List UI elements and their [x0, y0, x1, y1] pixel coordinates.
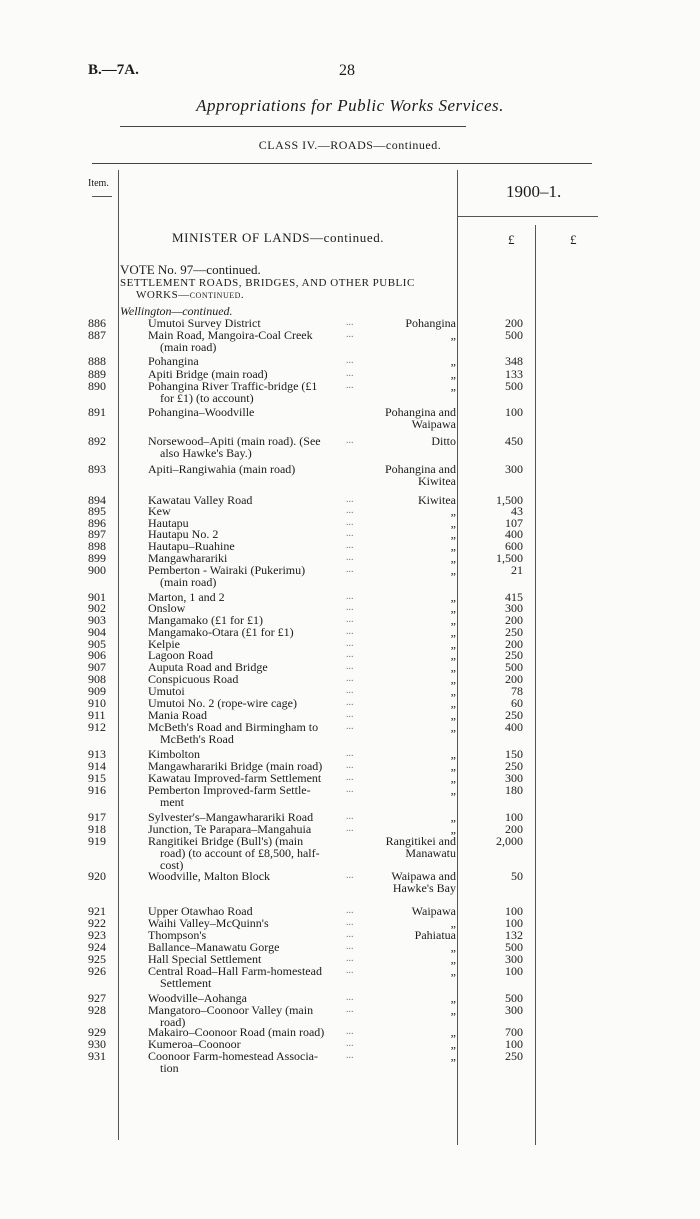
leader-dots: ... [346, 1026, 354, 1037]
item-description-continued: (main road) [160, 575, 217, 589]
item-description: Onslow [148, 601, 186, 615]
amount: 300 [505, 952, 523, 966]
item-number: 887 [88, 328, 106, 342]
amount: 133 [505, 367, 523, 381]
electoral-district: „ [450, 1049, 456, 1063]
item-description: Auputa Road and Bridge [148, 660, 268, 674]
item-description: Hautapu–Ruahine [148, 539, 235, 553]
amount: 107 [505, 516, 523, 530]
leader-dots: ... [346, 494, 354, 505]
item-description: Hautapu [148, 516, 189, 530]
item-description: Rangitikei Bridge (Bull's) (main [148, 834, 304, 848]
amount: 400 [505, 720, 523, 734]
leader-dots: ... [346, 626, 354, 637]
electoral-district: „ [450, 1025, 456, 1039]
item-description: Mangamako-Otara (£1 for £1) [148, 625, 294, 639]
item-description: Mangamako (£1 for £1) [148, 613, 263, 627]
item-number: 890 [88, 379, 106, 393]
electoral-district: „ [450, 516, 456, 530]
item-number: 899 [88, 551, 106, 565]
item-number: 924 [88, 940, 106, 954]
amount: 100 [505, 964, 523, 978]
item-number: 888 [88, 354, 106, 368]
leader-dots: ... [346, 685, 354, 696]
item-description: McBeth's Road and Birmingham to [148, 720, 319, 734]
item-description: Woodville–Aohanga [148, 991, 248, 1005]
electoral-district: „ [450, 648, 456, 662]
item-number: 908 [88, 672, 106, 686]
electoral-district: „ [450, 747, 456, 761]
electoral-district: „ [450, 684, 456, 698]
electoral-district: „ [450, 822, 456, 836]
leader-dots: ... [346, 517, 354, 528]
item-number: 896 [88, 516, 106, 530]
item-number: 905 [88, 637, 106, 651]
item-number: 916 [88, 783, 106, 797]
leader-dots: ... [346, 965, 354, 976]
leader-dots: ... [346, 355, 354, 366]
item-number: 927 [88, 991, 106, 1005]
item-number: 901 [88, 590, 106, 604]
amount: 250 [505, 1049, 523, 1063]
leader-dots: ... [346, 602, 354, 613]
item-description: Mangatoro–Coonoor Valley (main [148, 1003, 314, 1017]
leader-dots: ... [346, 697, 354, 708]
leader-dots: ... [346, 505, 354, 516]
item-number: 903 [88, 613, 106, 627]
amount: 60 [511, 696, 523, 710]
amount: 150 [505, 747, 523, 761]
amount: 132 [505, 928, 523, 942]
electoral-district: „ [450, 660, 456, 674]
leader-dots: ... [346, 368, 354, 379]
amount: 700 [505, 1025, 523, 1039]
leader-dots: ... [346, 1004, 354, 1015]
item-description: Pemberton Improved-farm Settle- [148, 783, 311, 797]
appropriations-table [88, 170, 618, 1160]
amount: 600 [505, 539, 523, 553]
item-number: 913 [88, 747, 106, 761]
electoral-district-continued: Waipawa [411, 417, 456, 431]
amount: 500 [505, 660, 523, 674]
item-description: Upper Otawhao Road [148, 904, 253, 918]
item-number: 891 [88, 405, 106, 419]
item-number: 907 [88, 660, 106, 674]
electoral-district: „ [450, 991, 456, 1005]
amount: 180 [505, 783, 523, 797]
item-description: Ballance–Manawatu Gorge [148, 940, 280, 954]
leader-dots: ... [346, 709, 354, 720]
item-description: Kumeroa–Coonoor [148, 1037, 241, 1051]
item-number: 928 [88, 1003, 106, 1017]
amount: 1,500 [496, 551, 523, 565]
item-description: Apiti Bridge (main road) [148, 367, 268, 381]
item-description: Mania Road [148, 708, 207, 722]
item-number: 909 [88, 684, 106, 698]
item-number: 902 [88, 601, 106, 615]
item-number: 911 [88, 708, 106, 722]
amount: 100 [505, 810, 523, 824]
amount: 300 [505, 462, 523, 476]
amount: 100 [505, 904, 523, 918]
amount: 500 [505, 940, 523, 954]
leader-dots: ... [346, 823, 354, 834]
region-heading: Wellington—continued. [120, 304, 233, 318]
amount: 2,000 [496, 834, 523, 848]
item-number: 915 [88, 771, 106, 785]
item-description: Waihi Valley–McQuinn's [148, 916, 269, 930]
item-description: Kimbolton [148, 747, 201, 761]
item-description: Umutoi Survey District [148, 316, 261, 330]
table-top-rule [92, 163, 592, 164]
item-number: 923 [88, 928, 106, 942]
amount: 100 [505, 916, 523, 930]
leader-dots: ... [346, 772, 354, 783]
item-description: Norsewood–Apiti (main road). (See [148, 434, 321, 448]
document-reference: B.—7A. [88, 62, 139, 78]
electoral-district: „ [450, 328, 456, 342]
leader-dots: ... [346, 929, 354, 940]
item-description: Pohangina River Traffic-bridge (£1 [148, 379, 318, 393]
item-description: Conspicuous Road [148, 672, 239, 686]
leader-dots: ... [346, 1050, 354, 1061]
leader-dots: ... [346, 564, 354, 575]
leader-dots: ... [346, 941, 354, 952]
amount: 300 [505, 1003, 523, 1017]
electoral-district: „ [450, 590, 456, 604]
leader-dots: ... [346, 649, 354, 660]
electoral-district: „ [450, 563, 456, 577]
item-number: 914 [88, 759, 106, 773]
electoral-district: „ [450, 601, 456, 615]
title-rule [120, 126, 466, 127]
amount: 450 [505, 434, 523, 448]
leader-dots: ... [346, 953, 354, 964]
electoral-district-continued: Kiwitea [418, 474, 456, 488]
item-description-continued: tion [160, 1061, 179, 1075]
amount: 348 [505, 354, 523, 368]
leader-dots: ... [346, 528, 354, 539]
item-number: 900 [88, 563, 106, 577]
item-description: Marton, 1 and 2 [148, 590, 225, 604]
amount: 300 [505, 601, 523, 615]
item-description: Thompson's [148, 928, 207, 942]
leader-dots: ... [346, 673, 354, 684]
item-column-header: Item. [88, 178, 109, 189]
electoral-district-continued: Manawatu [405, 846, 456, 860]
item-number: 904 [88, 625, 106, 639]
item-description: Main Road, Mangoira-Coal Creek [148, 328, 313, 342]
item-description: Kew [148, 504, 171, 518]
electoral-district: Pohangina [405, 316, 456, 330]
item-description: Pemberton - Wairaki (Pukerimu) [148, 563, 306, 577]
item-description: Kawatau Improved-farm Settlement [148, 771, 322, 785]
electoral-district: Kiwitea [418, 493, 456, 507]
item-number: 925 [88, 952, 106, 966]
leader-dots: ... [346, 591, 354, 602]
electoral-district: Pohangina and [385, 405, 456, 419]
leader-dots: ... [346, 661, 354, 672]
vote-heading: VOTE No. 97—continued. [120, 262, 261, 277]
item-description: Junction, Te Parapara–Mangahuia [148, 822, 312, 836]
electoral-district: „ [450, 964, 456, 978]
item-number: 921 [88, 904, 106, 918]
item-number: 898 [88, 539, 106, 553]
item-description: Umutoi No. 2 (rope-wire cage) [148, 696, 297, 710]
item-number: 910 [88, 696, 106, 710]
electoral-district: „ [450, 672, 456, 686]
leader-dots: ... [346, 760, 354, 771]
item-number: 893 [88, 462, 106, 476]
leader-dots: ... [346, 552, 354, 563]
amount: 415 [505, 590, 523, 604]
minister-heading: MINISTER OF LANDS—continued. [172, 230, 385, 245]
page-title: Appropriations for Public Works Services. [196, 96, 504, 115]
item-description: Mangawharariki [148, 551, 228, 565]
item-number: 922 [88, 916, 106, 930]
item-description: Sylvester's–Mangawharariki Road [148, 810, 314, 824]
item-description-continued: ment [160, 795, 184, 809]
electoral-district: Ditto [431, 434, 456, 448]
item-header-rule [92, 196, 112, 197]
leader-dots: ... [346, 435, 354, 446]
item-number: 919 [88, 834, 106, 848]
electoral-district: „ [450, 696, 456, 710]
electoral-district: „ [450, 720, 456, 734]
item-number: 926 [88, 964, 106, 978]
item-description: Pohangina [148, 354, 199, 368]
item-number: 906 [88, 648, 106, 662]
subhead-line-1: SETTLEMENT ROADS, BRIDGES, AND OTHER PUBLIC [120, 277, 415, 289]
currency-header-2: £ [570, 232, 577, 247]
leader-dots: ... [346, 905, 354, 916]
electoral-district: „ [450, 783, 456, 797]
amount: 1,500 [496, 493, 523, 507]
item-description: Pohangina–Woodville [148, 405, 255, 419]
currency-header-1: £ [508, 232, 515, 247]
amount: 200 [505, 613, 523, 627]
electoral-district: Waipawa and [391, 869, 456, 883]
item-description: Woodville, Malton Block [148, 869, 271, 883]
item-description: Hautapu No. 2 [148, 527, 219, 541]
item-description: Kawatau Valley Road [148, 493, 253, 507]
item-description-continued: McBeth's Road [160, 732, 234, 746]
page-number: 28 [339, 62, 355, 79]
leader-dots: ... [346, 784, 354, 795]
amount: 500 [505, 328, 523, 342]
item-description: Hall Special Settlement [148, 952, 262, 966]
leader-dots: ... [346, 540, 354, 551]
year-header-rule [458, 216, 598, 217]
item-description-continued-2: cost) [160, 858, 184, 872]
electoral-district: „ [450, 810, 456, 824]
electoral-district: „ [450, 504, 456, 518]
class-heading: CLASS IV.—ROADS—continued. [258, 138, 442, 152]
leader-dots: ... [346, 329, 354, 340]
electoral-district: Pohangina and [385, 462, 456, 476]
item-description: Central Road–Hall Farm-homestead [148, 964, 322, 978]
item-description-continued: for £1) (to account) [160, 391, 254, 405]
item-number: 897 [88, 527, 106, 541]
electoral-district: Pahiatua [414, 928, 456, 942]
electoral-district-continued: Hawke's Bay [392, 881, 456, 895]
leader-dots: ... [346, 380, 354, 391]
amount: 50 [511, 869, 523, 883]
item-description-continued: Settlement [160, 976, 212, 990]
electoral-district: „ [450, 527, 456, 541]
year-column-header: 1900–1. [506, 182, 562, 201]
electoral-district: „ [450, 940, 456, 954]
electoral-district: „ [450, 539, 456, 553]
item-number: 918 [88, 822, 106, 836]
amount: 500 [505, 379, 523, 393]
electoral-district: „ [450, 759, 456, 773]
amount: 300 [505, 771, 523, 785]
amount: 250 [505, 759, 523, 773]
electoral-district: „ [450, 1003, 456, 1017]
leader-dots: ... [346, 317, 354, 328]
amount: 400 [505, 527, 523, 541]
second-amount-divider [535, 225, 536, 1145]
leader-dots: ... [346, 870, 354, 881]
item-number: 930 [88, 1037, 106, 1051]
amount: 100 [505, 1037, 523, 1051]
leader-dots: ... [346, 721, 354, 732]
amount: 250 [505, 708, 523, 722]
electoral-district: „ [450, 1037, 456, 1051]
item-description-continued: road) [160, 1015, 186, 1029]
item-description: Apiti–Rangiwahia (main road) [148, 462, 296, 476]
leader-dots: ... [346, 638, 354, 649]
electoral-district: Waipawa [411, 904, 456, 918]
item-description: Lagoon Road [148, 648, 213, 662]
electoral-district: „ [450, 379, 456, 393]
electoral-district: „ [450, 551, 456, 565]
item-number: 892 [88, 434, 106, 448]
item-description: Makairo–Coonoor Road (main road) [148, 1025, 325, 1039]
item-column-divider [118, 170, 119, 1140]
leader-dots: ... [346, 917, 354, 928]
amount: 500 [505, 991, 523, 1005]
item-description: Kelpie [148, 637, 180, 651]
item-description-continued: (main road) [160, 340, 217, 354]
leader-dots: ... [346, 748, 354, 759]
leader-dots: ... [346, 992, 354, 1003]
subhead-line-2: WORKS—continued. [136, 289, 245, 301]
electoral-district: „ [450, 916, 456, 930]
electoral-district: „ [450, 637, 456, 651]
amount: 200 [505, 672, 523, 686]
amount-column-divider [457, 170, 458, 1145]
leader-dots: ... [346, 811, 354, 822]
item-number: 929 [88, 1025, 106, 1039]
item-description: Coonoor Farm-homestead Associa- [148, 1049, 318, 1063]
item-number: 931 [88, 1049, 106, 1063]
item-number: 886 [88, 316, 106, 330]
item-description: Mangawharariki Bridge (main road) [148, 759, 323, 773]
amount: 43 [511, 504, 523, 518]
amount: 250 [505, 625, 523, 639]
electoral-district: „ [450, 708, 456, 722]
amount: 250 [505, 648, 523, 662]
amount: 78 [511, 684, 523, 698]
leader-dots: ... [346, 1038, 354, 1049]
amount: 200 [505, 316, 523, 330]
amount: 200 [505, 822, 523, 836]
electoral-district: „ [450, 354, 456, 368]
amount: 200 [505, 637, 523, 651]
item-number: 894 [88, 493, 106, 507]
electoral-district: „ [450, 952, 456, 966]
item-description: Umutoi [148, 684, 185, 698]
item-number: 912 [88, 720, 106, 734]
item-number: 895 [88, 504, 106, 518]
electoral-district: „ [450, 771, 456, 785]
item-number: 889 [88, 367, 106, 381]
amount: 21 [511, 563, 523, 577]
item-number: 920 [88, 869, 106, 883]
electoral-district: „ [450, 625, 456, 639]
item-description-continued: road) (to account of £8,500, half- [160, 846, 320, 860]
leader-dots: ... [346, 614, 354, 625]
electoral-district: „ [450, 613, 456, 627]
item-description-continued: also Hawke's Bay.) [160, 446, 252, 460]
electoral-district: Rangitikei and [385, 834, 456, 848]
electoral-district: „ [450, 367, 456, 381]
item-number: 917 [88, 810, 106, 824]
amount: 100 [505, 405, 523, 419]
